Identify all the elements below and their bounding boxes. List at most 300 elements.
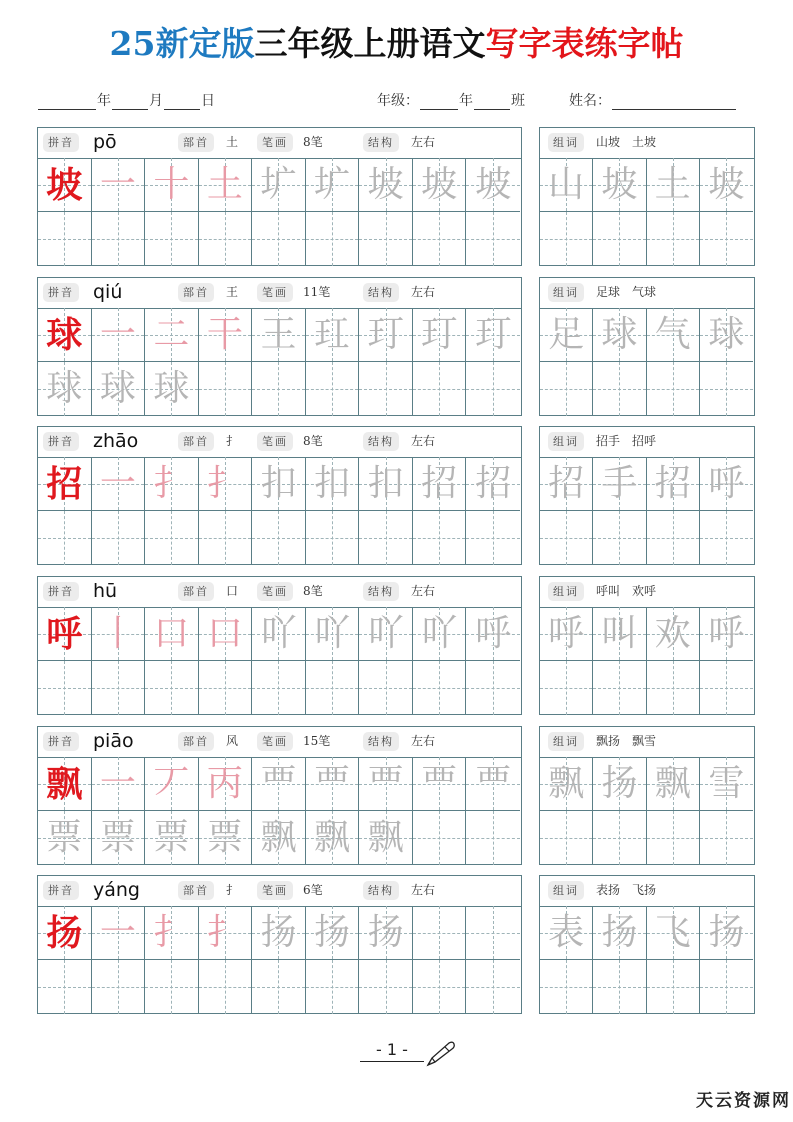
writing-cell[interactable] (306, 212, 360, 266)
strokes-tag: 笔画 (257, 732, 293, 751)
stroke-order-step: 玎 (421, 313, 458, 355)
strokes-tag: 笔画 (257, 582, 293, 601)
writing-cell[interactable] (593, 811, 646, 865)
title-edition: 25新定版 (109, 24, 255, 63)
writing-cell[interactable] (647, 757, 700, 811)
writing-grid (38, 158, 521, 265)
words-value: 飘扬 飘雪 (596, 734, 657, 748)
writing-cell[interactable] (359, 158, 413, 212)
writing-cell[interactable] (306, 661, 360, 715)
stroke-order-step: 扌 (206, 462, 243, 504)
class-label: 班 (511, 93, 525, 109)
model-character: 飘 (46, 762, 83, 805)
writing-cell[interactable] (593, 607, 646, 661)
writing-cell[interactable] (540, 158, 593, 212)
stroke-order-step: 票 (206, 817, 243, 858)
word-practice-block (539, 576, 755, 715)
char-practice-block (37, 127, 522, 266)
writing-cell[interactable] (647, 511, 700, 565)
stroke-order-step: 票 (46, 817, 83, 858)
stroke-order-step: 覀 (421, 762, 458, 804)
stroke-order-step: 干 (206, 313, 243, 355)
word-trace-character: 扬 (708, 911, 745, 953)
pinyin-tag: 拼音 (43, 432, 79, 451)
writing-cell[interactable] (593, 212, 646, 266)
writing-cell[interactable] (359, 960, 413, 1014)
strokes-value: 8笔 (303, 584, 323, 598)
word-trace-character: 飘 (654, 762, 691, 804)
writing-cell[interactable] (306, 158, 360, 212)
watermark: 天云资源网 (696, 1091, 791, 1111)
stroke-order-step: 扬 (314, 911, 351, 953)
grade-year-label: 年 (459, 93, 473, 109)
pinyin-value: pō (93, 131, 117, 153)
stroke-order-step: 扌 (153, 462, 190, 504)
writing-cell[interactable] (359, 661, 413, 715)
writing-cell[interactable] (359, 362, 413, 416)
stroke-order-step: 一 (99, 462, 136, 504)
char-info-header (38, 727, 521, 758)
writing-cell[interactable] (199, 960, 253, 1014)
writing-cell[interactable] (38, 811, 92, 865)
writing-cell[interactable] (252, 511, 306, 565)
stroke-order-step: 玎 (475, 313, 512, 355)
word-trace-character: 呼 (708, 462, 745, 504)
writing-cell[interactable] (38, 607, 92, 661)
writing-cell[interactable] (359, 811, 413, 865)
word-practice-block (539, 875, 755, 1014)
writing-cell[interactable] (306, 906, 360, 960)
writing-cell[interactable] (700, 158, 753, 212)
writing-cell[interactable] (466, 906, 520, 960)
grade-label: 年级： (377, 93, 419, 109)
char-info-header (38, 278, 521, 309)
word-trace-character: 球 (601, 313, 638, 355)
page-title (0, 18, 793, 65)
writing-cell[interactable] (413, 607, 467, 661)
words-value: 呼叫 欢呼 (596, 584, 657, 598)
day-blank[interactable] (164, 95, 200, 110)
writing-cell[interactable] (700, 661, 753, 715)
writing-cell[interactable] (38, 212, 92, 266)
word-writing-grid (540, 308, 754, 415)
writing-cell[interactable] (413, 906, 467, 960)
writing-cell[interactable] (466, 158, 520, 212)
month-blank[interactable] (112, 95, 148, 110)
stroke-order-step: 招 (475, 462, 512, 504)
writing-cell[interactable] (466, 362, 520, 416)
writing-cell[interactable] (38, 960, 92, 1014)
writing-cell[interactable] (199, 158, 253, 212)
writing-cell[interactable] (92, 906, 146, 960)
writing-cell[interactable] (540, 212, 593, 266)
structure-tag: 结构 (363, 582, 399, 601)
stroke-order-step: 扌 (206, 911, 243, 953)
word-trace-character: 叫 (601, 612, 638, 654)
writing-cell[interactable] (359, 757, 413, 811)
writing-cell[interactable] (145, 811, 199, 865)
word-trace-character: 欢 (654, 612, 691, 654)
writing-cell[interactable] (145, 212, 199, 266)
writing-cell[interactable] (466, 457, 520, 511)
writing-cell[interactable] (647, 158, 700, 212)
words-tag: 组词 (548, 432, 584, 451)
writing-cell[interactable] (413, 212, 467, 266)
year-blank[interactable] (38, 95, 96, 110)
strokes-value: 8笔 (303, 135, 323, 149)
radical-tag: 部首 (178, 881, 214, 900)
stroke-order-step: 覀 (367, 762, 404, 804)
word-trace-character: 呼 (548, 612, 585, 654)
writing-cell[interactable] (540, 511, 593, 565)
writing-cell[interactable] (359, 511, 413, 565)
writing-cell[interactable] (92, 457, 146, 511)
writing-cell[interactable] (647, 661, 700, 715)
writing-cell[interactable] (647, 906, 700, 960)
pinyin-tag: 拼音 (43, 732, 79, 751)
stroke-order-step: 丆 (153, 762, 190, 804)
writing-cell[interactable] (413, 158, 467, 212)
stroke-order-step: 一 (99, 911, 136, 953)
strokes-tag: 笔画 (257, 283, 293, 302)
stroke-order-step: 丙 (206, 762, 243, 804)
writing-cell[interactable] (92, 511, 146, 565)
writing-cell[interactable] (199, 906, 253, 960)
writing-cell[interactable] (199, 757, 253, 811)
writing-cell[interactable] (647, 308, 700, 362)
stroke-order-step: 覀 (260, 762, 297, 804)
writing-cell[interactable] (199, 607, 253, 661)
word-writing-grid (540, 757, 754, 864)
writing-cell[interactable] (145, 757, 199, 811)
writing-cell[interactable] (252, 362, 306, 416)
writing-cell[interactable] (593, 960, 646, 1014)
writing-cell[interactable] (466, 811, 520, 865)
writing-cell[interactable] (700, 511, 753, 565)
writing-cell[interactable] (252, 212, 306, 266)
writing-cell[interactable] (92, 661, 146, 715)
writing-cell[interactable] (252, 661, 306, 715)
model-character: 扬 (46, 911, 83, 954)
word-trace-character: 坡 (708, 163, 745, 205)
writing-cell[interactable] (593, 757, 646, 811)
writing-cell[interactable] (92, 757, 146, 811)
title-subject: 三年级上册语文 (254, 24, 486, 63)
writing-cell[interactable] (700, 811, 753, 865)
writing-cell[interactable] (413, 811, 467, 865)
char-practice-block (37, 426, 522, 565)
writing-cell[interactable] (145, 362, 199, 416)
radical-value: 扌 (226, 434, 239, 448)
writing-cell[interactable] (466, 661, 520, 715)
writing-cell[interactable] (38, 308, 92, 362)
writing-cell[interactable] (700, 362, 753, 416)
writing-cell[interactable] (593, 661, 646, 715)
words-value: 足球 气球 (596, 285, 657, 299)
stroke-order-step: 呼 (475, 612, 512, 654)
stroke-order-step: 坡 (475, 163, 512, 205)
writing-cell[interactable] (306, 607, 360, 661)
words-value: 招手 招呼 (596, 434, 657, 448)
writing-cell[interactable] (540, 308, 593, 362)
writing-cell[interactable] (359, 212, 413, 266)
stroke-order-step: 扣 (367, 462, 404, 504)
stroke-order-step: 球 (153, 368, 190, 409)
writing-cell[interactable] (252, 158, 306, 212)
writing-cell[interactable] (38, 158, 92, 212)
word-practice-block (539, 426, 755, 565)
writing-cell[interactable] (647, 607, 700, 661)
writing-cell[interactable] (306, 362, 360, 416)
writing-cell[interactable] (145, 906, 199, 960)
word-trace-character: 坡 (601, 163, 638, 205)
writing-cell[interactable] (540, 757, 593, 811)
writing-cell[interactable] (145, 308, 199, 362)
writing-cell[interactable] (413, 511, 467, 565)
radical-value: 土 (226, 135, 239, 149)
writing-cell[interactable] (252, 308, 306, 362)
word-trace-character: 气 (654, 313, 691, 355)
stroke-order-step: 口 (206, 612, 243, 654)
words-header (540, 577, 754, 608)
writing-cell[interactable] (306, 308, 360, 362)
structure-value: 左右 (411, 734, 436, 748)
class-blank[interactable] (474, 95, 510, 110)
words-tag: 组词 (548, 732, 584, 751)
writing-cell[interactable] (540, 960, 593, 1014)
writing-cell[interactable] (540, 661, 593, 715)
writing-cell[interactable] (466, 308, 520, 362)
word-trace-character: 呼 (708, 612, 745, 654)
writing-cell[interactable] (359, 457, 413, 511)
stroke-order-step: 飘 (367, 817, 404, 858)
writing-cell[interactable] (466, 960, 520, 1014)
char-info-header (38, 128, 521, 159)
word-practice-block (539, 127, 755, 266)
writing-cell[interactable] (359, 308, 413, 362)
writing-cell[interactable] (252, 960, 306, 1014)
stroke-order-step: 坡 (367, 163, 404, 205)
writing-cell[interactable] (306, 511, 360, 565)
writing-cell[interactable] (199, 661, 253, 715)
writing-cell[interactable] (199, 308, 253, 362)
stroke-order-step: 票 (99, 817, 136, 858)
writing-cell[interactable] (466, 607, 520, 661)
writing-cell[interactable] (700, 212, 753, 266)
writing-cell[interactable] (92, 308, 146, 362)
month-label: 月 (149, 93, 163, 109)
writing-cell[interactable] (647, 457, 700, 511)
writing-cell[interactable] (145, 457, 199, 511)
writing-cell[interactable] (199, 457, 253, 511)
writing-cell[interactable] (145, 607, 199, 661)
model-character: 坡 (46, 163, 83, 206)
writing-cell[interactable] (92, 362, 146, 416)
radical-tag: 部首 (178, 582, 214, 601)
writing-cell[interactable] (38, 661, 92, 715)
radical-value: 王 (226, 285, 239, 299)
writing-cell[interactable] (593, 308, 646, 362)
structure-value: 左右 (411, 285, 436, 299)
stroke-order-step: 一 (99, 762, 136, 804)
structure-tag: 结构 (363, 732, 399, 751)
word-writing-grid (540, 906, 754, 1013)
radical-tag: 部首 (178, 732, 214, 751)
words-tag: 组词 (548, 881, 584, 900)
writing-cell[interactable] (92, 158, 146, 212)
structure-value: 左右 (411, 135, 436, 149)
writing-cell[interactable] (540, 811, 593, 865)
stroke-order-step: 吖 (314, 612, 351, 654)
writing-cell[interactable] (252, 906, 306, 960)
strokes-tag: 笔画 (257, 432, 293, 451)
writing-cell[interactable] (145, 661, 199, 715)
writing-cell[interactable] (466, 212, 520, 266)
writing-cell[interactable] (593, 158, 646, 212)
writing-cell[interactable] (38, 757, 92, 811)
writing-cell[interactable] (359, 906, 413, 960)
writing-cell[interactable] (700, 960, 753, 1014)
writing-cell[interactable] (252, 607, 306, 661)
stroke-order-step: 飘 (314, 817, 351, 858)
writing-cell[interactable] (252, 811, 306, 865)
writing-cell[interactable] (145, 511, 199, 565)
word-trace-character: 招 (548, 462, 585, 504)
writing-cell[interactable] (199, 511, 253, 565)
writing-cell[interactable] (700, 457, 753, 511)
writing-cell[interactable] (145, 158, 199, 212)
word-trace-character: 山 (548, 163, 585, 205)
writing-cell[interactable] (199, 811, 253, 865)
structure-tag: 结构 (363, 133, 399, 152)
writing-cell[interactable] (38, 906, 92, 960)
writing-cell[interactable] (466, 511, 520, 565)
words-tag: 组词 (548, 133, 584, 152)
strokes-value: 8笔 (303, 434, 323, 448)
writing-cell[interactable] (540, 906, 593, 960)
date-fields (37, 90, 215, 110)
pinyin-tag: 拼音 (43, 283, 79, 302)
pinyin-value: qiú (93, 281, 123, 303)
writing-cell[interactable] (593, 906, 646, 960)
writing-cell[interactable] (700, 757, 753, 811)
word-trace-character: 雪 (708, 762, 745, 804)
strokes-value: 15笔 (303, 734, 331, 748)
writing-cell[interactable] (92, 960, 146, 1014)
writing-grid (38, 457, 521, 564)
pinyin-tag: 拼音 (43, 881, 79, 900)
writing-cell[interactable] (413, 661, 467, 715)
writing-cell[interactable] (540, 457, 593, 511)
day-label: 日 (201, 93, 215, 109)
stroke-order-step: 王 (260, 313, 297, 355)
stroke-order-step: 扣 (260, 462, 297, 504)
word-trace-character: 球 (708, 313, 745, 355)
stroke-order-step: 坡 (421, 163, 458, 205)
pen-icon (425, 1040, 457, 1068)
writing-cell[interactable] (413, 757, 467, 811)
writing-cell[interactable] (306, 960, 360, 1014)
char-practice-block (37, 875, 522, 1014)
writing-cell[interactable] (593, 362, 646, 416)
writing-cell[interactable] (306, 757, 360, 811)
word-writing-grid (540, 158, 754, 265)
model-character: 呼 (46, 612, 83, 655)
writing-cell[interactable] (700, 906, 753, 960)
name-fields (569, 90, 737, 110)
writing-cell[interactable] (540, 362, 593, 416)
radical-tag: 部首 (178, 283, 214, 302)
writing-cell[interactable] (252, 457, 306, 511)
char-practice-block (37, 576, 522, 715)
writing-cell[interactable] (145, 960, 199, 1014)
radical-value: 口 (226, 584, 239, 598)
stroke-order-step: 圹 (314, 163, 351, 205)
writing-cell[interactable] (38, 362, 92, 416)
writing-cell[interactable] (413, 308, 467, 362)
stroke-order-step: 丨 (99, 612, 136, 654)
model-character: 招 (46, 462, 83, 505)
writing-cell[interactable] (199, 212, 253, 266)
writing-cell[interactable] (647, 811, 700, 865)
stroke-order-step: 吖 (367, 612, 404, 654)
title-type: 写字表练字帖 (485, 24, 684, 63)
stroke-order-step: 玒 (314, 313, 351, 355)
writing-cell[interactable] (647, 960, 700, 1014)
writing-cell[interactable] (199, 362, 253, 416)
writing-cell[interactable] (413, 457, 467, 511)
char-info-header (38, 427, 521, 458)
writing-cell[interactable] (38, 511, 92, 565)
writing-cell[interactable] (593, 511, 646, 565)
writing-grid (38, 308, 521, 415)
stroke-order-step: 球 (46, 368, 83, 409)
writing-cell[interactable] (647, 212, 700, 266)
writing-cell[interactable] (92, 811, 146, 865)
name-blank[interactable] (612, 95, 736, 110)
writing-cell[interactable] (413, 960, 467, 1014)
writing-cell[interactable] (540, 607, 593, 661)
word-trace-character: 飘 (548, 762, 585, 804)
grade-year-blank[interactable] (420, 95, 458, 110)
writing-cell[interactable] (306, 457, 360, 511)
structure-tag: 结构 (363, 283, 399, 302)
pinyin-value: zhāo (93, 430, 139, 452)
writing-cell[interactable] (252, 757, 306, 811)
writing-cell[interactable] (466, 757, 520, 811)
strokes-tag: 笔画 (257, 133, 293, 152)
word-trace-character: 飞 (654, 911, 691, 953)
writing-cell[interactable] (700, 308, 753, 362)
writing-cell[interactable] (92, 607, 146, 661)
char-info-header (38, 876, 521, 907)
writing-cell[interactable] (413, 362, 467, 416)
writing-cell[interactable] (306, 811, 360, 865)
char-practice-block (37, 726, 522, 865)
structure-tag: 结构 (363, 432, 399, 451)
writing-cell[interactable] (92, 212, 146, 266)
stroke-order-step: 口 (153, 612, 190, 654)
writing-cell[interactable] (359, 607, 413, 661)
radical-value: 扌 (226, 883, 239, 897)
writing-cell[interactable] (647, 362, 700, 416)
char-practice-block (37, 277, 522, 416)
writing-cell[interactable] (593, 457, 646, 511)
writing-cell[interactable] (700, 607, 753, 661)
writing-cell[interactable] (38, 457, 92, 511)
char-info-header (38, 577, 521, 608)
stroke-order-step: 圹 (260, 163, 297, 205)
